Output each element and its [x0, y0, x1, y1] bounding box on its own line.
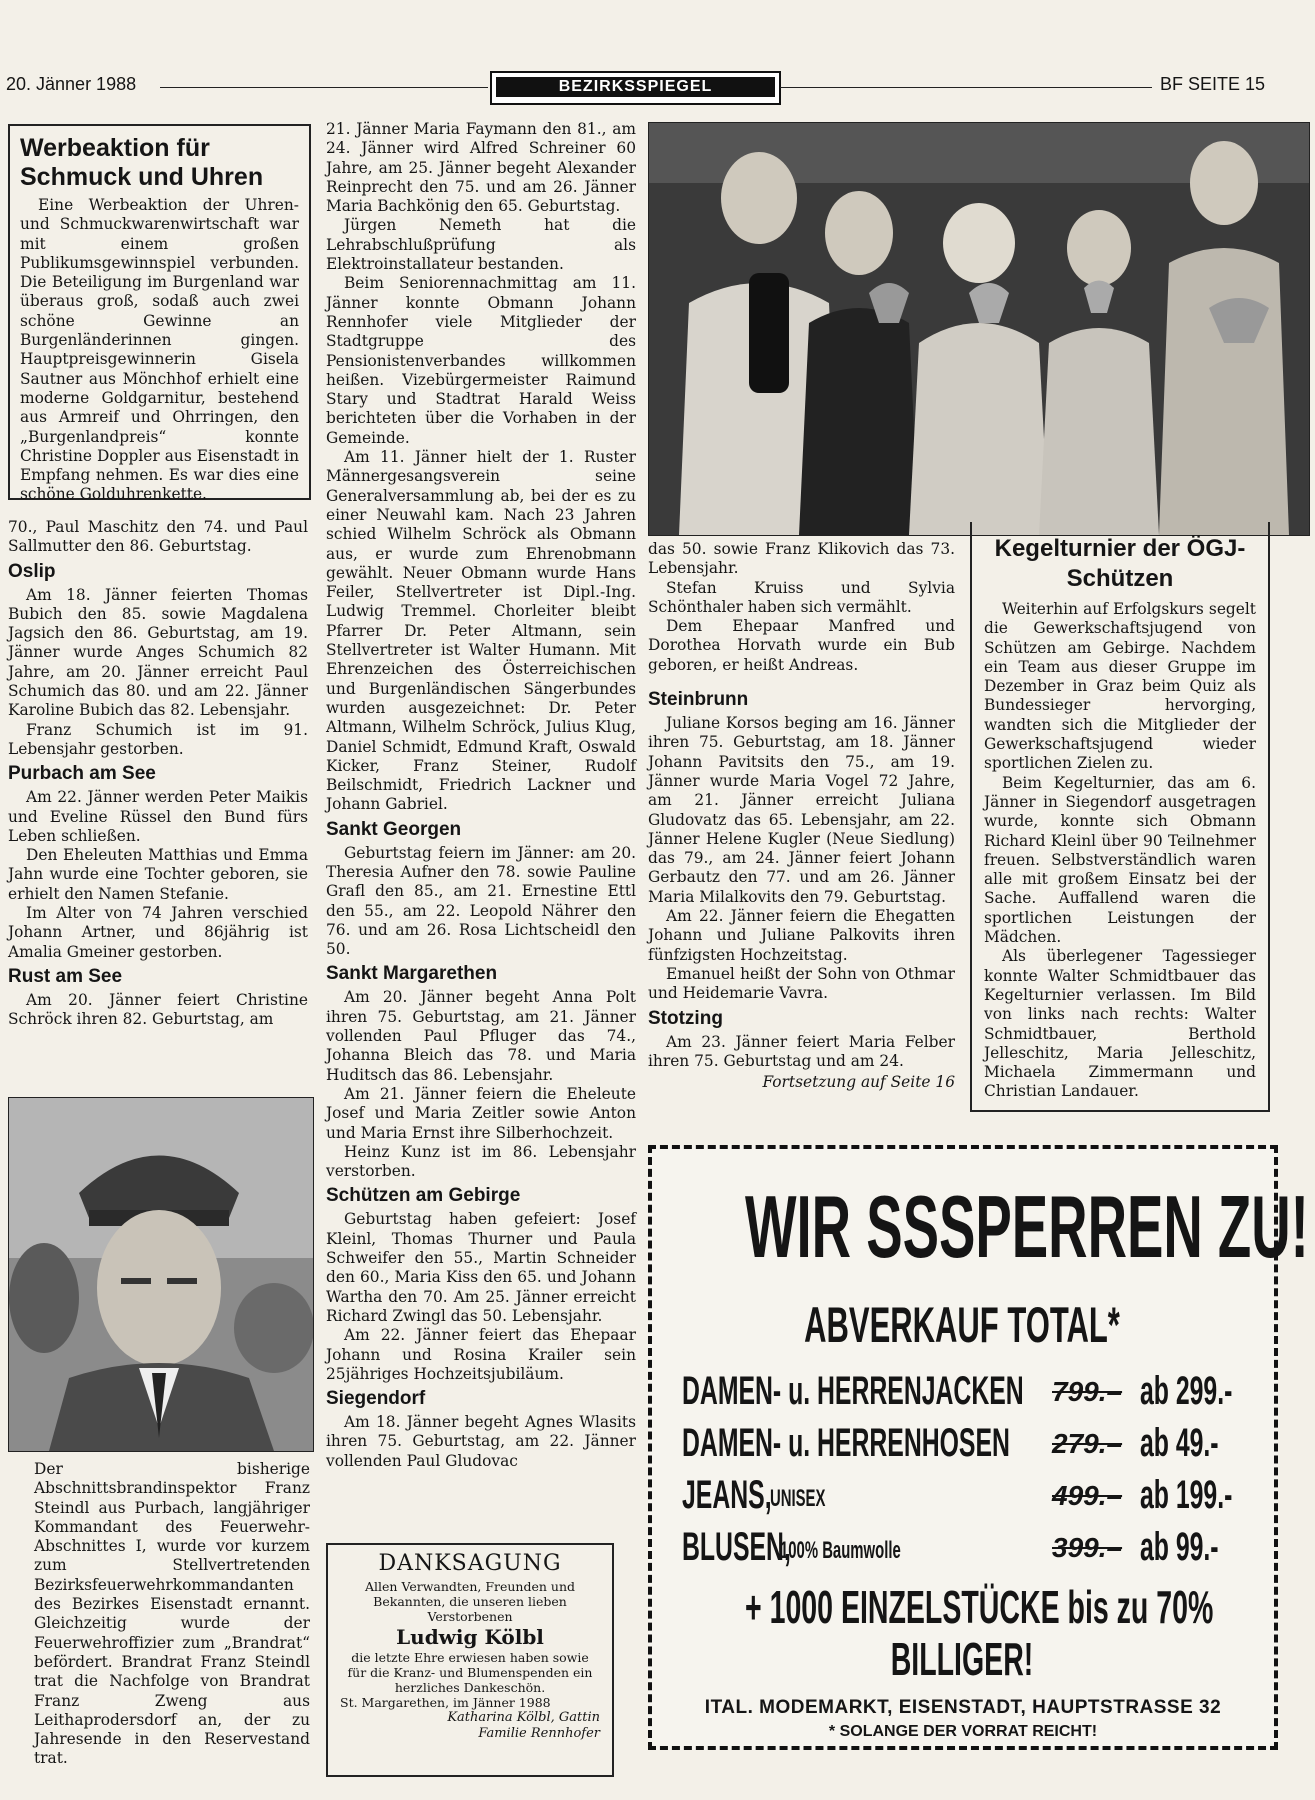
paragraph: Beim Seniorennachmittag am 11. Jänner konnte Obmann Johann Rennhofer viele Mitglieder der Stadtgruppe des Pensionistenverbandes willkommen heißen. Vizebürgermeister Raimund Stary und Stadtrat Harald Weiss berichteten über die Vorhaben in der Gemeinde.: [326, 274, 636, 447]
column-2-text: [326, 120, 636, 1471]
ad-item-price: ab 299.-: [1140, 1369, 1233, 1413]
paragraph: Am 21. Jänner feiern die Eheleute Josef und Maria Zeitler sowie Anton und Maria Ernst ihre Silberhochzeit.: [326, 1084, 636, 1142]
ad-address: ITAL. MODEMARKT, EISENSTADT, HAUPTSTRASSE 32: [704, 1697, 1222, 1718]
paragraph: Heinz Kunz ist im 86. Lebensjahr verstorben.: [326, 1142, 636, 1181]
paragraph: Am 22. Jänner feiert das Ehepaar Johann und Rosina Krailer sein 25jähriges Hochzeitsjubiläum.: [326, 1326, 636, 1383]
column-1-text: [8, 518, 308, 1030]
article-title: Kegelturnier der ÖGJ-Schützen: [994, 535, 1246, 592]
portrait-illustration: [9, 1098, 313, 1451]
subheading-steinbrunn: Steinbrunn: [648, 689, 749, 711]
ad-item-extra: 100% Baumwolle: [780, 1537, 901, 1564]
notice-name: Ludwig Kölbl: [396, 1625, 544, 1649]
paragraph: 70., Paul Maschitz den 74. und Paul Sallmutter den 86. Geburtstag.: [8, 518, 308, 556]
danksagung-notice: [326, 1543, 614, 1777]
ad-headline: WIR SSSPERREN ZU!: [745, 1177, 1309, 1276]
paragraph: Weiterhin auf Erfolgskurs segelt die Gewerkschaftsjugend von Schützen am Gebirge. Nachdem ein Team aus dieser Gruppe im Dezember in Graz beim Quiz als Bundessieger hervorging, wandten sich die Mitglieder der Gewerkschaftsjugend wieder sportlichen Zielen zu.: [984, 600, 1256, 773]
paragraph: Am 20. Jänner begeht Anna Polt ihren 75. Geburtstag, am 21. Jänner vollenden Paul Pfluger das 74., Johanna Bleich das 78. und Maria Huditsch das 86. Lebensjahr.: [326, 988, 636, 1084]
continued-note: Fortsetzung auf Seite 16: [762, 1073, 955, 1092]
section-title: BEZIRKSSPIEGEL: [496, 77, 775, 97]
paragraph: Am 18. Jänner begeht Agnes Wlasits ihren 75. Geburtstag, am 22. Jänner vollenden Paul Gludovac: [326, 1413, 636, 1470]
header-rule-right: [780, 87, 1152, 88]
ad-line-billiger: BILLIGER!: [890, 1633, 1034, 1685]
group-photo: [648, 122, 1310, 536]
ad-item-old-price: 499.–: [1052, 1480, 1123, 1511]
notice-text: die letzte Ehre erwiesen haben sowie für die Kranz- und Blumenspenden ein herzliches Dankeschön.: [347, 1650, 593, 1695]
paragraph: Geburtstag feiern im Jänner: am 20. Theresia Aufner den 78. sowie Pauline Grafl den 85., am 21. Ernestine Ettl den 55., am 22. Leopold Nährer den 76. und am 26. Rosa Lichtscheidl den 50.: [326, 843, 636, 959]
subheading-purbach: Purbach am See: [8, 763, 156, 785]
ad-item-name: BLUSEN,: [682, 1525, 791, 1569]
header-rule-left: [160, 87, 488, 88]
article-box-werbeaktion: [8, 124, 311, 504]
ad-item-name: JEANS,: [682, 1473, 772, 1517]
notice-signature-2: Familie Rennhofer: [478, 1726, 600, 1741]
paragraph: Jürgen Nemeth hat die Lehrabschlußprüfung als Elektroinstallateur bestanden.: [326, 216, 636, 274]
paragraph: Am 22. Jänner werden Peter Maikis und Eveline Rüssel den Bund fürs Leben schließen.: [8, 788, 308, 845]
photo-caption: [34, 1460, 310, 1769]
ad-item-price: ab 99.-: [1140, 1525, 1219, 1569]
page-number: BF SEITE 15: [1160, 74, 1266, 94]
paragraph: Am 20. Jänner feiert Christine Schröck ihren 82. Geburtstag, am: [8, 990, 308, 1029]
group-illustration: [649, 123, 1309, 535]
paragraph: Geburtstag haben gefeiert: Josef Kleinl, Thomas Thurner und Paula Schweifer den 55., Martin Schneider den 60., Maria Kiss den 65. und Johann Wartha den 70. Am 25. Jänner erreicht Richard Zwingl das 50. Lebensjahr.: [326, 1210, 636, 1325]
section-banner: [490, 71, 781, 105]
column-3-text: [648, 540, 955, 1092]
article-box-kegelturnier: [970, 522, 1270, 1112]
ad-item-name: DAMEN- u. HERRENHOSEN: [682, 1421, 1010, 1465]
ad-footnote: * SOLANGE DER VORRAT REICHT!: [828, 1723, 1098, 1740]
paragraph: Am 22. Jänner feiern die Ehegatten Johann und Juliane Palkovits ihren fünfzigsten Hochzeitstag.: [648, 907, 955, 964]
ad-item-price: ab 199.-: [1140, 1473, 1233, 1517]
paragraph: Stefan Kruiss und Sylvia Schönthaler haben sich vermählt.: [648, 578, 955, 616]
subheading-georgen: Sankt Georgen: [326, 818, 462, 840]
portrait-photo: [8, 1097, 314, 1452]
notice-signature-1: Katharina Kölbl, Gattin: [447, 1710, 600, 1725]
subheading-stotzing: Stotzing: [648, 1007, 723, 1029]
subheading-siegendorf: Siegendorf: [326, 1388, 426, 1410]
paragraph: Am 18. Jänner feierten Thomas Bubich den 85. sowie Magdalena Jagsich den 86. Geburtstag, am 19. Jänner wurde Anges Schumich 82 Jahre, am 20. Jänner erreicht Paul Schumich das 80. und am 22. Jänner Karoline Bubich das 82. Lebensjahr.: [8, 585, 308, 720]
issue-date: 20. Jänner 1988: [6, 74, 137, 94]
subheading-schuetzen: Schützen am Gebirge: [326, 1185, 521, 1207]
paragraph: Franz Schumich ist im 91. Lebensjahr gestorben.: [8, 720, 308, 758]
paragraph: Im Alter von 74 Jahren verschied Johann Artner, und 86jährig ist Amalia Gmeiner gestorben.: [8, 904, 308, 961]
ad-item-price: ab 49.-: [1140, 1421, 1219, 1465]
ad-item-old-price: 279.–: [1052, 1428, 1123, 1459]
ad-subheadline: ABVERKAUF TOTAL*: [804, 1297, 1120, 1353]
ad-item-old-price: 799.–: [1052, 1376, 1123, 1407]
ad-item-old-price: 399.–: [1052, 1532, 1123, 1563]
subheading-rust: Rust am See: [8, 965, 123, 987]
paragraph: Dem Ehepaar Manfred und Dorothea Horvath wurde ein Bub geboren, er heißt Andreas.: [648, 617, 955, 674]
ad-line-einzelstuecke: + 1000 EINZELSTÜCKE bis zu 70%: [745, 1581, 1214, 1633]
article-title: Werbeaktion für Schmuck und Uhren: [20, 134, 264, 191]
paragraph: Beim Kegelturnier, das am 6. Jänner in Siegendorf ausgetragen wurde, konnte sich Obmann Richard Kleinl über 90 Teilnehmer freuen. Selbstverständlich waren alle mit großem Einsatz bei der Sache. Auffallend waren die sportlichen Leistungen der Mädchen.: [984, 773, 1256, 947]
advertisement: [648, 1145, 1309, 1750]
ad-item-extra: UNISEX: [770, 1485, 826, 1512]
paragraph: 21. Jänner Maria Faymann den 81., am 24. Jänner wird Alfred Schreiner 60 Jahre, am 25. Jänner begeht Alexander Reinprecht den 75. und am 26. Jänner Maria Bachkönig den 65. Geburtstag.: [326, 120, 636, 216]
ad-item-name: DAMEN- u. HERRENJACKEN: [682, 1369, 1024, 1413]
notice-title: DANKSAGUNG: [378, 1551, 562, 1576]
paragraph: Den Eheleuten Matthias und Emma Jahn wurde eine Tochter geboren, sie erhielt den Namen Stefanie.: [8, 846, 308, 903]
subheading-margarethen: Sankt Margarethen: [326, 963, 498, 985]
paragraph: das 50. sowie Franz Klikovich das 73. Lebensjahr.: [648, 540, 955, 578]
paragraph: Als überlegener Tagessieger konnte Walter Schmidtbauer das Kegelturnier verlassen. Im Bild von links nach rechts: Walter Schmidtbauer, Berthold Jelleschitz, Maria Jelleschitz, Michaela Zimmermann und Christian Landauer.: [984, 947, 1256, 1101]
notice-intro: Allen Verwandten, Freunden und Bekannten, die unseren lieben Verstorbenen: [365, 1579, 575, 1624]
paragraph: Emanuel heißt der Sohn von Othmar und Heidemarie Vavra.: [648, 964, 955, 1003]
paragraph: Juliane Korsos beging am 16. Jänner ihren 75. Geburtstag, am 18. Jänner Johann Pavitsits den 75., am 19. Jänner wurde Maria Vogel 72 Jahre, am 21. Jänner erreicht Juliana Gludovatz das 65. Lebensjahr, am 22. Jänner Helene Kugler (Neue Siedlung) das 79., am 24. Jänner feiert Johann Gerbautz den 77. und am 26. Jänner Maria Milalkovits den 79. Geburtstag.: [648, 714, 955, 906]
caption-text: Der bisherige Abschnittsbrandinspektor Franz Steindl aus Purbach, langjähriger Kommandant des Feuerwehr-Abschnittes I, wurde vor kurzem zum Stellvertretenden Bezirksfeuerwehrkommandanten des Bezirkes Eisenstadt ernannt. Gleichzeitig wurde der Feuerwehroffizier zum „Brandrat“ befördert. Brandrat Franz Steindl trat die Nachfolge von Brandrat Franz Zweng aus Leithaprodersdorf an, der zu Jahresende in den Reservestand trat.: [34, 1460, 310, 1768]
subheading-oslip: Oslip: [8, 560, 56, 582]
article-text: Eine Werbeaktion der Uhren- und Schmuckwarenwirtschaft war mit einem großen Publikumsgewinnspiel verbunden. Die Beteiligung im Burgenland war überaus groß, sodaß auch zwei schöne Gewinne an Burgenländerinnen gingen. Hauptpreisgewinnerin Gisela Sautner aus Mönchhof erhielt eine moderne Goldgarnitur, bestehend aus Armreif und Ohrringen, den „Burgenlandpreis“ konnte Christine Doppler aus Eisenstadt in Empfang nehmen. Es war dies eine schöne Golduhrenkette.: [20, 196, 299, 504]
notice-place-date: St. Margarethen, im Jänner 1988: [340, 1695, 551, 1710]
paragraph: Am 23. Jänner feiert Maria Felber ihren 75. Geburtstag und am 24.: [648, 1032, 955, 1070]
paragraph: Am 11. Jänner hielt der 1. Ruster Männergesangsverein seine Generalversammlung ab, bei der es zu einer Neuwahl kam. Nach 23 Jahren schied Wilhelm Schröck als Obmann aus, er wurde zum Ehrenobmann gewählt. Neuer Obmann wurde Hans Feiler, Stellvertreter ist Dipl.-Ing. Ludwig Tremmel. Chorleiter bleibt Pfarrer Dr. Peter Altmann, sein Stellvertreter ist Walter Humann. Mit Ehrenzeichen des Österreichischen und Burgenländischen Sängerbundes wurden ausgezeichnet: Dr. Peter Altmann, Wilhelm Schröck, Julius Klug, Daniel Schmidt, Edmund Kraft, Oswald Kicker, Franz Steiner, Rudolf Beilschmidt, Friedrich Lackner und Johann Gabriel.: [326, 448, 636, 814]
